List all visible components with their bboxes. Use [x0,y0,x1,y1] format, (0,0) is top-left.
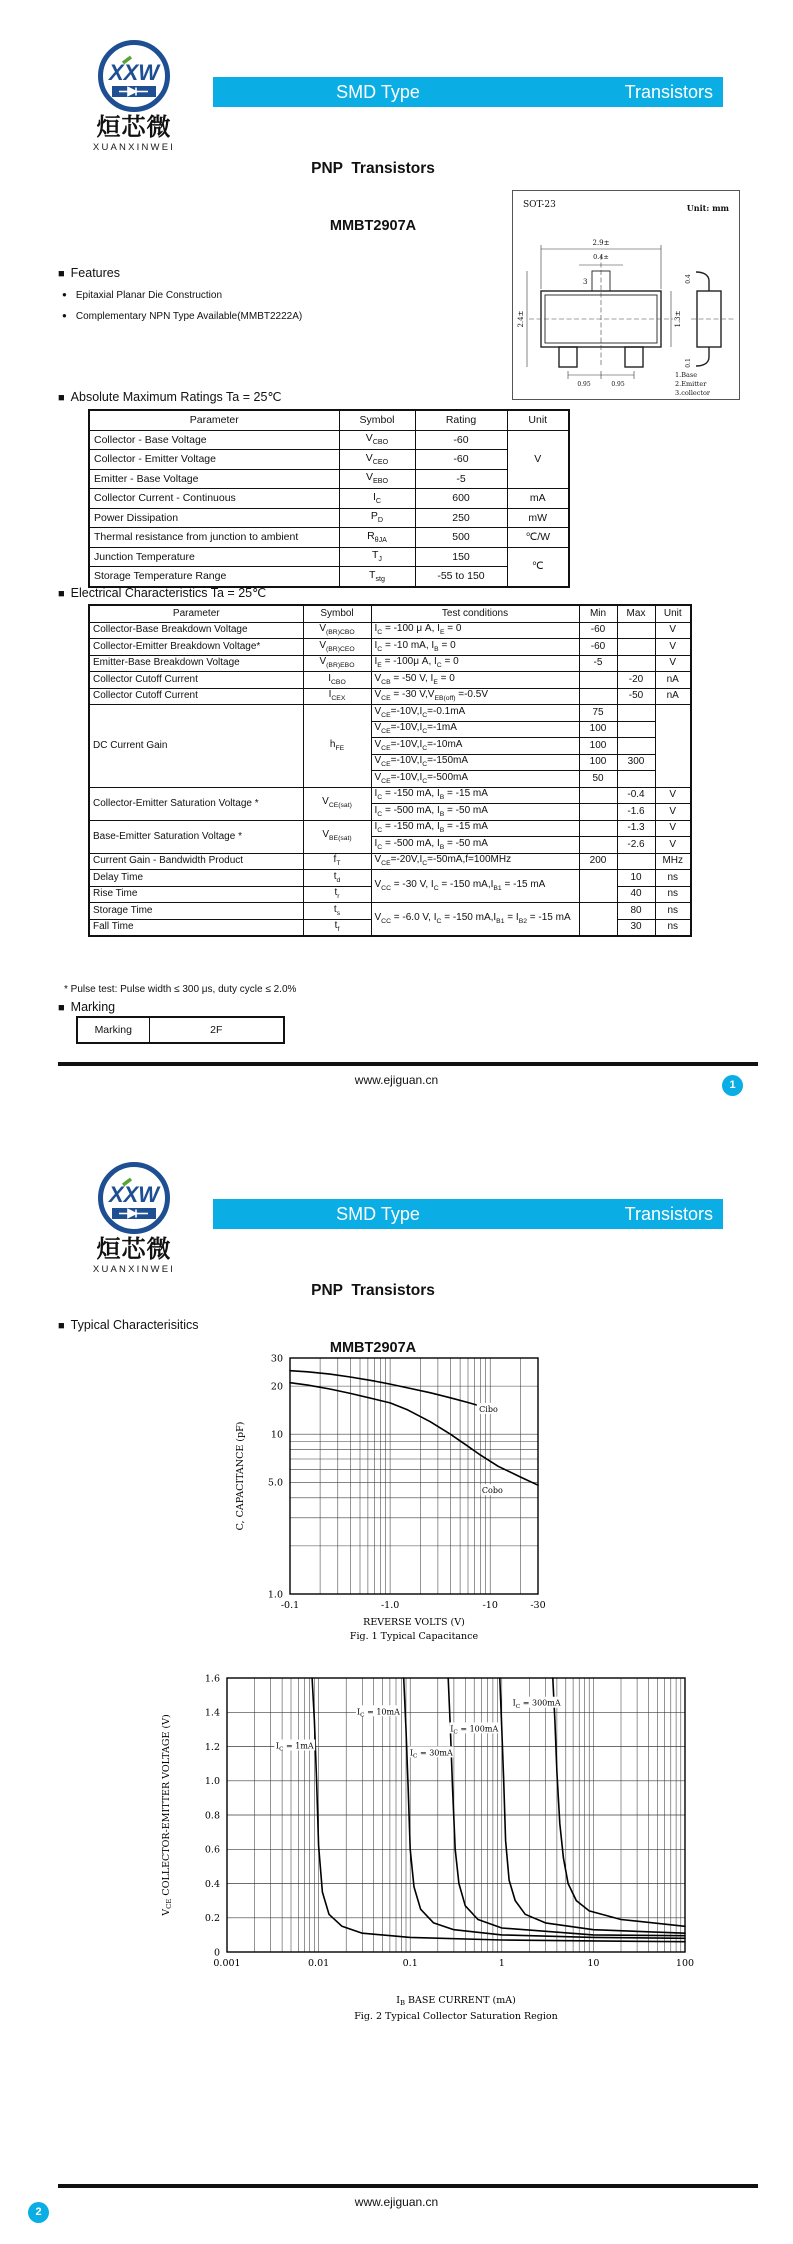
table-cell: $h_{FE}$ [303,705,371,788]
fig1-gridlines [290,1358,538,1594]
table-cell: Fall Time [89,919,303,936]
table-cell [579,804,617,821]
fig2-series-IC=1mA [312,1678,685,1942]
fig1-x-axis-label: REVERSE VOLTS (V) [363,1617,465,1628]
fig1-series-label: Cobo [481,1486,503,1496]
table-cell: 100 [579,754,617,771]
package-unit-note: Unit: mm [686,203,729,213]
table-cell: $R_{\theta JA}$ [339,528,415,548]
col-header: Symbol [339,410,415,430]
table-cell: $I_C = -500$ mA, $I_B = -50$ mA [371,837,579,854]
fig2-x-axis-label: $I_B$ BASE CURRENT (mA) [396,1995,516,2008]
table-cell [617,622,655,639]
square-bullet-icon: ■ [58,1320,65,1332]
table-cell: MHz [655,853,691,870]
table-cell [617,639,655,656]
square-bullet-icon: ■ [58,588,65,600]
square-bullet-icon: ■ [58,1002,65,1014]
table-cell: -60 [579,639,617,656]
table-cell: Emitter-Base Breakdown Voltage [89,655,303,672]
dim-pitch-a: 0.95 [577,381,591,388]
table-cell: Current Gain - Bandwidth Product [89,853,303,870]
banner-smd-type: SMD Type [336,82,420,102]
abs-max-heading: ■ Absolute Maximum Ratings Ta = 25℃ [58,390,282,404]
table-cell: DC Current Gain [89,705,303,788]
fig2-y-tick: 0.4 [204,1878,220,1890]
table-cell: -1.3 [617,820,655,837]
table-cell: 500 [415,528,507,548]
company-name-en: XUANXINWEI [92,1263,176,1275]
table-cell: 250 [415,508,507,528]
fig2-series-label: $I_C = 10mA$ [356,1707,400,1719]
table-cell: Thermal resistance from junction to ambient [89,528,339,548]
table-cell [579,787,617,804]
table-cell [579,837,617,854]
table-cell: -60 [415,450,507,470]
table-cell: Storage Temperature Range [89,567,339,587]
table-cell: -5 [415,469,507,489]
table-cell: -2.6 [617,837,655,854]
fig1-y-tick: 5.0 [267,1477,283,1489]
table-cell: Collector Current - Continuous [89,489,339,509]
table-cell: 150 [415,547,507,567]
table-cell [617,721,655,738]
table-row [89,528,569,548]
table-cell: $I_C = -500$ mA, $I_B = -50$ mA [371,804,579,821]
table-cell: Collector - Base Voltage [89,430,339,450]
table-cell [617,853,655,870]
table-cell [579,903,617,937]
table-row [89,787,691,804]
table-cell: $t_s$ [303,903,371,920]
header-row [89,605,691,622]
table-cell: V [655,804,691,821]
table-cell: $t_f$ [303,919,371,936]
fig2-series-IC=300mA [553,1678,685,1926]
fig1-x-tick: -10 [482,1600,498,1611]
logo-monogram: XXW [108,1182,160,1207]
table-cell: 80 [617,903,655,920]
logo-monogram: XXW [108,60,160,85]
company-logo-block [92,1160,176,1275]
table-cell: ns [655,903,691,920]
fig1-plot-border [290,1358,538,1594]
dim-tab-width: 0.4± [593,253,609,261]
table-cell: $I_E = -100\mu$ A, $I_C = 0$ [371,655,579,672]
company-name-cn: 烜芯微 [96,1235,172,1263]
table-row [89,853,691,870]
fig2-y-tick: 1.2 [204,1741,220,1753]
table-cell: ns [655,886,691,903]
electrical-characteristics-heading: ■ Electrical Characteristics Ta = 25℃ [58,586,267,600]
table-cell: 40 [617,886,655,903]
features-heading: ■ Features [58,266,120,280]
fig2-x-tick: 10 [587,1958,600,1969]
fig2-y-tick: 0.6 [204,1844,220,1856]
dim-body-height: 1.3± [674,310,682,328]
table-row [89,547,569,567]
marking-value-cell: 2F [149,1017,284,1043]
bullet-icon: ● [62,290,67,299]
device-family-title: PNP Transistors [311,160,435,177]
table-row [89,450,569,470]
footer-url: www.ejiguan.cn [354,1073,439,1087]
company-name-cn: 烜芯微 [96,113,172,141]
table-cell: $I_{CBO}$ [303,672,371,689]
table-cell: $V_{(BR)CBO}$ [303,622,371,639]
table-cell: 30 [617,919,655,936]
table-row [89,870,691,887]
table-cell: V [655,655,691,672]
table-row [89,672,691,689]
table-cell: $V_{BE(sat)}$ [303,820,371,853]
table-cell: $I_C = -100$ μ A, $I_E = 0$ [371,622,579,639]
fig2-x-tick: 0.001 [213,1958,241,1969]
table-cell: V [655,820,691,837]
table-cell: $V_{CE} = -30$ $V,V_{EB(off)} =-0.5V$ [371,688,579,705]
marking-label-cell: Marking [77,1017,149,1043]
col-header: Symbol [303,605,371,622]
table-cell: 75 [579,705,617,722]
table-cell: $V_{CE}=-10V,I_C=-500mA$ [371,771,579,788]
fig2-y-tick: 1.4 [204,1707,220,1719]
table-cell: $V_{(BR)EBO}$ [303,655,371,672]
banner-transistors: Transistors [624,82,713,102]
table-cell: $T_{stg}$ [339,567,415,587]
table-cell [617,771,655,788]
dim-body-width: 2.9± [592,239,610,247]
fig2-series-IC=30mA [448,1678,685,1936]
pin-legend-emitter: 2.Emitter [675,380,707,388]
footer-url: www.ejiguan.cn [354,2195,439,2209]
table-row [89,430,569,450]
header-banner [213,77,723,107]
table-cell: V [655,639,691,656]
col-header: Min [579,605,617,622]
page-number-badge: 1 [722,1075,743,1096]
table-cell: -60 [415,430,507,450]
table-cell: 10 [617,870,655,887]
page-2 [0,1122,793,2244]
table-cell: Collector-Emitter Breakdown Voltage* [89,639,303,656]
table-row [89,622,691,639]
table-cell: Rise Time [89,886,303,903]
table-cell: Collector - Emitter Voltage [89,450,339,470]
table-cell [617,738,655,755]
fig1-y-axis-label: C, CAPACITANCE (pF) [235,1421,246,1531]
marking-heading: ■ Marking [58,1000,116,1014]
pin-legend-collector: 3.collector [675,389,711,397]
typical-characteristics-heading: ■ Typical Characterisitics [58,1318,199,1332]
table-row [89,688,691,705]
fig1-x-tick: -30 [530,1600,546,1611]
table-cell: V [655,837,691,854]
table-cell: $V_{CC} = -6.0$ V, $I_C = -150$ $mA,I_{B1} = I_{B2} = -15$ mA [371,903,579,937]
table-cell: -50 [617,688,655,705]
table-cell [579,820,617,837]
table-cell [655,705,691,788]
col-header: Test conditions [371,605,579,622]
company-logo-block [92,38,176,153]
table-cell: -60 [579,622,617,639]
table-cell [579,688,617,705]
marking-table [76,1016,285,1044]
pulse-test-note: * Pulse test: Pulse width ≤ 300 μs, duty cycle ≤ 2.0% [64,984,297,995]
fig1-x-tick: -0.1 [280,1600,300,1611]
col-header: Unit [655,605,691,622]
fig1-y-tick: 30 [270,1353,283,1365]
table-cell: 300 [617,754,655,771]
table-cell: Collector Cutoff Current [89,688,303,705]
page-number-badge: 2 [28,2202,49,2223]
fig2-y-axis-label: $V_{CE}$ COLLECTOR-EMITTER VOLTAGE (V) [161,1714,174,1916]
table-cell: nA [655,672,691,689]
table-cell: nA [655,688,691,705]
table-cell: $V_{CE}=-10V,I_C=-150mA$ [371,754,579,771]
square-bullet-icon: ■ [58,268,65,280]
table-cell: Base-Emitter Saturation Voltage * [89,820,303,853]
table-cell: $f_T$ [303,853,371,870]
table-cell: ℃ [507,547,569,587]
table-cell: 200 [579,853,617,870]
fig2-gridlines [227,1678,685,1952]
table-cell: 50 [579,771,617,788]
table-cell: Emitter - Base Voltage [89,469,339,489]
table-row [89,567,569,587]
table-cell: ns [655,919,691,936]
fig2-y-tick: 1.0 [204,1776,220,1788]
table-cell: $V_{CE}=-10V,I_C=-1mA$ [371,721,579,738]
table-cell: Junction Temperature [89,547,339,567]
device-family-title: PNP Transistors [311,1282,435,1299]
banner-smd-type: SMD Type [336,1204,420,1224]
banner-transistors: Transistors [624,1204,713,1224]
table-cell: $V_{(BR)CEO}$ [303,639,371,656]
fig2-y-tick: 0.8 [204,1810,220,1822]
fig1-series-label: Cibo [479,1404,498,1414]
fig2-series-label: $I_C = 100mA$ [450,1724,499,1736]
table-cell: 100 [579,738,617,755]
table-row [89,469,569,489]
table-cell: $t_d$ [303,870,371,887]
fig2-x-tick: 0.01 [308,1958,330,1969]
table-cell: $I_{CEX}$ [303,688,371,705]
fig1-typical-capacitance-chart [190,1346,570,1646]
fig1-caption: Fig. 1 Typical Capacitance [349,1631,479,1642]
fig2-y-tick: 0 [213,1947,220,1959]
table-cell: $V_{CE(sat)}$ [303,787,371,820]
company-name-en: XUANXINWEI [92,141,176,153]
fig2-series-label: $I_C = 30mA$ [409,1748,453,1760]
table-cell [579,672,617,689]
table-row [89,903,691,920]
table-cell: ns [655,870,691,887]
fig2-x-tick: 0.1 [402,1958,418,1969]
table-cell: $V_{CC} = -30$ V, $I_C = -150$ $mA,I_{B1} = -15$ mA [371,870,579,903]
table-cell: mA [507,489,569,509]
fig2-series-label: $I_C = 300mA$ [512,1698,561,1710]
table-cell: $V_{CE}=-10V,I_C=-10mA$ [371,738,579,755]
table-cell: $T_J$ [339,547,415,567]
table-cell: $V_{CE}=-10V,I_C=-0.1mA$ [371,705,579,722]
pin-legend-base: 1.Base [675,371,698,379]
table-cell: -55 to 150 [415,567,507,587]
col-header: Parameter [89,410,339,430]
logo-mark-icon [96,38,172,114]
dim-lead-thickness: 0.4 [685,274,692,284]
table-cell: $V_{EBO}$ [339,469,415,489]
fig2-x-tick: 1 [498,1958,505,1969]
table-row [89,508,569,528]
table-cell: $V_{CE}=-20V,I_C=-50mA,f=100MHz$ [371,853,579,870]
table-row [89,820,691,837]
table-cell: V [655,787,691,804]
fig1-y-tick: 20 [270,1381,283,1393]
dim-pitch-b: 0.95 [611,381,625,388]
table-cell: Collector-Base Breakdown Voltage [89,622,303,639]
table-cell [617,705,655,722]
absolute-maximum-ratings-table [88,409,570,588]
table-cell: -0.4 [617,787,655,804]
title-block [213,122,533,273]
table-cell: 600 [415,489,507,509]
fig1-y-tick: 1.0 [267,1589,283,1601]
col-header: Unit [507,410,569,430]
table-cell: $V_{CB} = -50$ V, $I_E = 0$ [371,672,579,689]
package-name: SOT-23 [523,200,556,210]
feature-item: ● Epitaxial Planar Die Construction [62,290,223,301]
table-cell: $I_C = -150$ mA, $I_B = -15$ mA [371,787,579,804]
feature-item: ● Complementary NPN Type Available(MMBT2222A) [62,311,303,322]
bullet-icon: ● [62,311,67,320]
table-cell: V [655,622,691,639]
dim-standoff: 0.1 [685,358,692,368]
fig2-caption: Fig. 2 Typical Collector Saturation Region [354,2011,558,2022]
table-cell: $I_C$ [339,489,415,509]
fig2-x-tick: 100 [675,1958,695,1969]
fig1-x-tick: -1.0 [380,1600,400,1611]
table-cell: ℃/W [507,528,569,548]
table-cell: Delay Time [89,870,303,887]
pin3-label: 3 [583,278,588,286]
col-header: Max [617,605,655,622]
part-number-title: MMBT2907A [329,218,417,235]
package-outline-box [512,190,740,400]
fig1-y-tick: 10 [270,1429,283,1441]
table-cell: $t_r$ [303,886,371,903]
table-cell [579,870,617,903]
table-cell: $P_D$ [339,508,415,528]
table-cell: -1.6 [617,804,655,821]
package-drawing [513,191,739,399]
fig2-y-tick: 1.6 [204,1673,220,1685]
table-row [89,705,691,722]
table-cell: -5 [579,655,617,672]
footer-rule [58,1062,758,1066]
fig2-series-IC=10mA [404,1678,685,1938]
col-header: Parameter [89,605,303,622]
part-number-title: MMBT2907A [329,1340,417,1357]
logo-mark-icon [96,1160,172,1236]
footer-rule [58,2184,758,2188]
table-row [89,655,691,672]
fig2-y-tick: 0.2 [204,1913,220,1925]
table-cell: V [507,430,569,489]
header-banner [213,1199,723,1229]
electrical-characteristics-table [88,604,692,937]
table-cell: $I_C = -150$ mA, $I_B = -15$ mA [371,820,579,837]
table-cell: 100 [579,721,617,738]
table-cell: $V_{CBO}$ [339,430,415,450]
table-row [77,1017,284,1043]
fig2-collector-saturation-chart [120,1664,740,2034]
fig2-series-label: $I_C = 1mA$ [275,1741,314,1753]
table-cell [617,655,655,672]
square-bullet-icon: ■ [58,392,65,404]
table-row [89,639,691,656]
dim-overall-height: 2.4± [517,310,525,328]
table-cell: Power Dissipation [89,508,339,528]
table-cell: mW [507,508,569,528]
table-cell: Collector-Emitter Saturation Voltage * [89,787,303,820]
col-header: Rating [415,410,507,430]
table-row [89,489,569,509]
table-cell: -20 [617,672,655,689]
table-cell: Storage Time [89,903,303,920]
header-row [89,410,569,430]
table-cell: $V_{CEO}$ [339,450,415,470]
table-cell: $I_C = -10$ mA, $I_B = 0$ [371,639,579,656]
table-cell: Collector Cutoff Current [89,672,303,689]
